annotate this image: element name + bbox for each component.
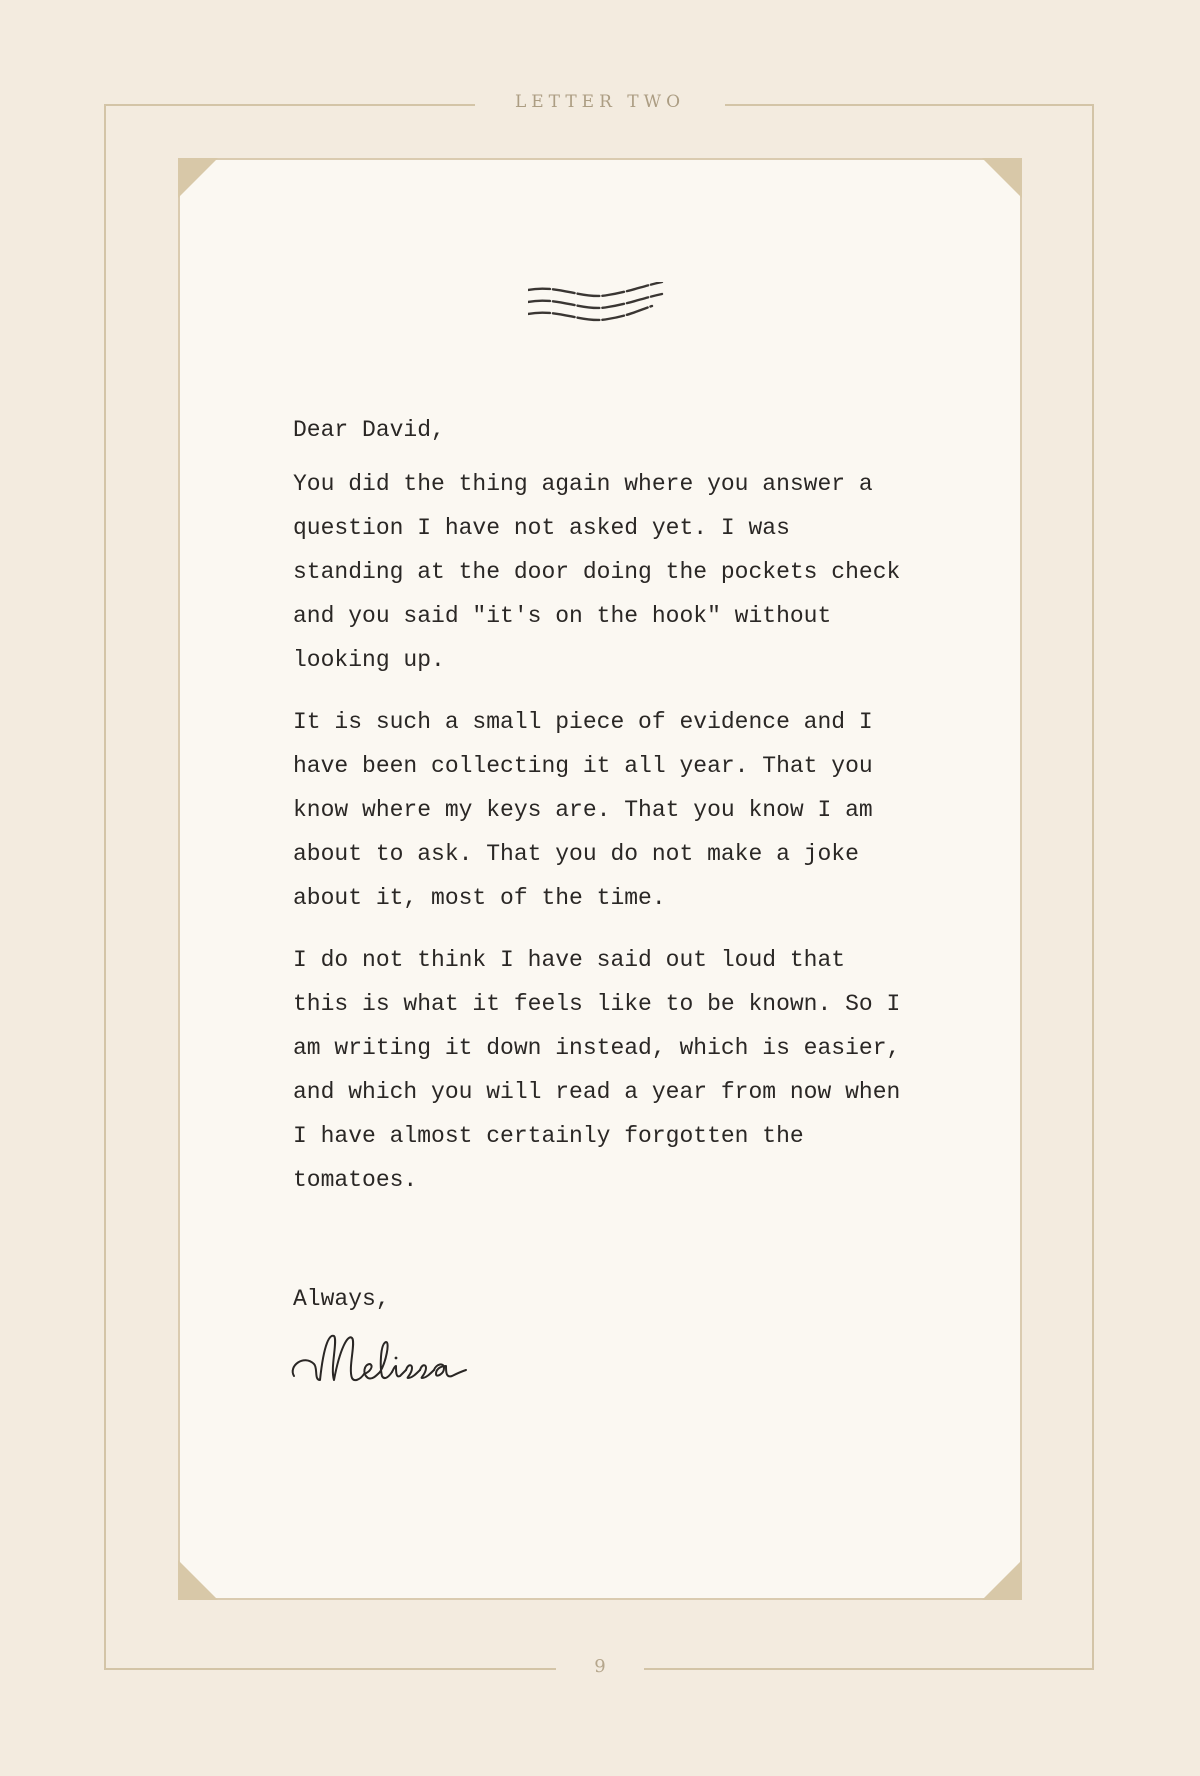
letter-closing: Always, — [293, 1286, 390, 1312]
section-label-text: LETTER TWO — [475, 92, 725, 112]
photo-corner-bottom-right — [982, 1560, 1022, 1600]
letter-paper — [178, 158, 1022, 1600]
letter-paragraph: It is such a small piece of evidence and I have been collecting it all year. That you know where my keys are. That you know I am about to ask. That you do not make a joke about it, most of the time. — [293, 709, 873, 911]
photo-corner-top-left — [178, 158, 218, 198]
letter-paragraph: You did the thing again where you answer a question I have not asked yet. I was standing at the door doing the pockets check and you said "it's on the hook" without looking up. — [293, 471, 901, 673]
page-number-text: 9 — [556, 1656, 643, 1677]
page-number — [0, 1656, 1200, 1677]
photo-corner-bottom-left — [178, 1560, 218, 1600]
letter-greeting: Dear David, — [293, 417, 445, 443]
letter-body — [293, 408, 913, 1220]
letter-paragraph: I do not think I have said out loud that this is what it feels like to be known. So I am writing it down instead, which is easier, and which you will read a year from now when I have almost certainly forgotten the tomatoes. — [293, 947, 901, 1193]
photo-corner-top-right — [982, 158, 1022, 198]
handwritten-signature — [290, 1328, 480, 1398]
section-label — [0, 92, 1200, 112]
wavy-postmark-icon — [528, 282, 678, 332]
